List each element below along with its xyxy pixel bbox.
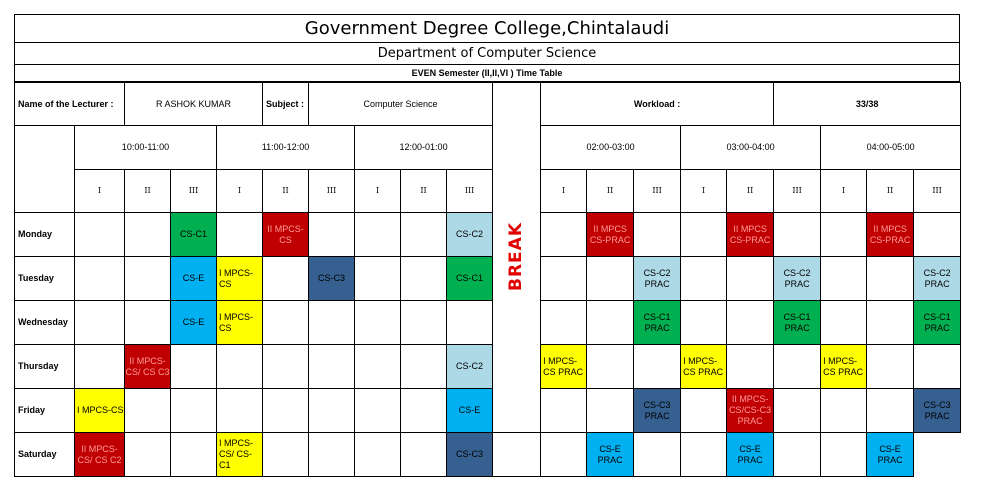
empty-cell (401, 257, 447, 301)
year-header: II (727, 170, 774, 213)
slot-header: 10:00-11:00 (75, 126, 217, 170)
timetable-sheet (14, 14, 960, 477)
class-cell: CS-C2 PRAC (774, 257, 821, 301)
empty-cell (727, 301, 774, 345)
empty-cell (75, 257, 125, 301)
class-cell: CS-C2 PRAC (914, 257, 961, 301)
day-label: Wednesday (15, 301, 75, 345)
class-cell: II MPCS CS-PRAC (587, 213, 634, 257)
class-cell: CS-E PRAC (727, 433, 774, 477)
empty-cell (355, 345, 401, 389)
empty-cell (867, 345, 914, 389)
semester-title: EVEN Semester (II,II,VI ) Time Table (14, 65, 960, 82)
class-cell: I MPCS-CS (217, 257, 263, 301)
slot-header: 04:00-05:00 (821, 126, 961, 170)
class-cell: I MPCS-CS/ CS-C1 (217, 433, 263, 477)
empty-cell (401, 213, 447, 257)
class-cell: II MPCS-CS/CS-C3 PRAC (727, 389, 774, 433)
empty-cell (634, 345, 681, 389)
empty-cell (914, 345, 961, 389)
class-cell: II MPCS-CS (263, 213, 309, 257)
empty-cell (309, 213, 355, 257)
empty-cell (263, 345, 309, 389)
empty-cell (309, 389, 355, 433)
day-row (15, 257, 961, 301)
class-cell: CS-C1 (171, 213, 217, 257)
empty-cell (125, 389, 171, 433)
empty-cell (634, 433, 681, 477)
empty-cell (493, 433, 541, 477)
year-header: III (309, 170, 355, 213)
day-label: Thursday (15, 345, 75, 389)
year-header: III (914, 170, 961, 213)
empty-cell (681, 389, 727, 433)
empty-cell (355, 433, 401, 477)
year-header: I (821, 170, 867, 213)
year-header: II (125, 170, 171, 213)
day-row (15, 389, 961, 433)
empty-cell (681, 301, 727, 345)
class-cell: CS-C1 PRAC (774, 301, 821, 345)
class-cell: CS-C1 PRAC (634, 301, 681, 345)
empty-cell (263, 301, 309, 345)
empty-cell (263, 257, 309, 301)
empty-cell (263, 389, 309, 433)
class-cell: I MPCS-CS PRAC (821, 345, 867, 389)
empty-cell (263, 433, 309, 477)
slot-header: 11:00-12:00 (217, 126, 355, 170)
empty-cell (587, 301, 634, 345)
empty-cell (75, 301, 125, 345)
empty-cell (774, 213, 821, 257)
year-header: I (681, 170, 727, 213)
subject-value: Computer Science (309, 83, 493, 126)
empty-cell (447, 301, 493, 345)
empty-cell (217, 389, 263, 433)
workload-value: 33/38 (774, 83, 961, 126)
class-cell: I MPCS-CS PRAC (681, 345, 727, 389)
empty-cell (171, 433, 217, 477)
empty-cell (821, 433, 867, 477)
slot-header: 02:00-03:00 (541, 126, 681, 170)
department-title: Department of Computer Science (14, 43, 960, 65)
empty-cell (125, 433, 171, 477)
empty-cell (634, 213, 681, 257)
empty-cell (401, 301, 447, 345)
empty-cell (75, 345, 125, 389)
empty-cell (587, 345, 634, 389)
empty-cell (217, 213, 263, 257)
empty-cell (681, 213, 727, 257)
class-cell: I MPCS-CS (75, 389, 125, 433)
class-cell: CS-C2 (447, 345, 493, 389)
empty-cell (125, 213, 171, 257)
day-label: Saturday (15, 433, 75, 477)
empty-cell (821, 301, 867, 345)
class-cell: CS-C2 PRAC (634, 257, 681, 301)
day-row (15, 433, 961, 477)
empty-cell (309, 345, 355, 389)
lecturer-label: Name of the Lecturer : (15, 83, 125, 126)
empty-cell (217, 345, 263, 389)
year-header: III (447, 170, 493, 213)
empty-cell (541, 389, 587, 433)
class-cell: CS-C3 PRAC (914, 389, 961, 433)
empty-cell (867, 301, 914, 345)
class-cell: II MPCS-CS/ CS C2 (75, 433, 125, 477)
empty-cell (541, 433, 587, 477)
break-column (493, 83, 541, 433)
slot-header: 12:00-01:00 (355, 126, 493, 170)
year-header: III (634, 170, 681, 213)
year-row (15, 170, 961, 213)
empty-cell (401, 433, 447, 477)
empty-cell (171, 345, 217, 389)
info-row (15, 83, 961, 126)
empty-cell (541, 301, 587, 345)
empty-cell (867, 389, 914, 433)
empty-cell (309, 301, 355, 345)
empty-cell (774, 345, 821, 389)
class-cell: II MPCS CS-PRAC (867, 213, 914, 257)
college-title: Government Degree College,Chintalaudi (14, 14, 960, 43)
day-label: Monday (15, 213, 75, 257)
empty-cell (125, 301, 171, 345)
class-cell: CS-C1 (447, 257, 493, 301)
empty-cell (727, 345, 774, 389)
class-cell: I MPCS-CS PRAC (541, 345, 587, 389)
year-header: I (217, 170, 263, 213)
class-cell: CS-C2 (447, 213, 493, 257)
year-header: III (774, 170, 821, 213)
class-cell: CS-C1 PRAC (914, 301, 961, 345)
class-cell: CS-E PRAC (587, 433, 634, 477)
empty-cell (821, 389, 867, 433)
empty-cell (587, 389, 634, 433)
day-row (15, 301, 961, 345)
empty-cell (681, 433, 727, 477)
empty-cell (309, 433, 355, 477)
empty-cell (355, 257, 401, 301)
empty-cell (355, 389, 401, 433)
year-header: I (355, 170, 401, 213)
year-header: II (867, 170, 914, 213)
slot-row (15, 126, 961, 170)
day-row (15, 345, 961, 389)
corner-cell (15, 126, 75, 213)
empty-cell (541, 257, 587, 301)
workload-label: Workload : (541, 83, 774, 126)
break-label: BREAK (506, 221, 527, 291)
class-cell: I MPCS-CS (217, 301, 263, 345)
empty-cell (355, 213, 401, 257)
class-cell: II MPCS CS-PRAC (727, 213, 774, 257)
empty-cell (867, 257, 914, 301)
day-label: Friday (15, 389, 75, 433)
empty-cell (355, 301, 401, 345)
class-cell: CS-C3 PRAC (634, 389, 681, 433)
class-cell: CS-E (171, 301, 217, 345)
empty-cell (681, 257, 727, 301)
class-cell: CS-C3 (447, 433, 493, 477)
class-cell: CS-E (447, 389, 493, 433)
year-header: III (171, 170, 217, 213)
empty-cell (171, 389, 217, 433)
empty-cell (401, 389, 447, 433)
class-cell: CS-E (171, 257, 217, 301)
empty-cell (587, 257, 634, 301)
day-label: Tuesday (15, 257, 75, 301)
slot-header: 03:00-04:00 (681, 126, 821, 170)
class-cell: CS-C3 (309, 257, 355, 301)
year-header: I (541, 170, 587, 213)
timetable-grid (14, 82, 961, 477)
lecturer-name: R ASHOK KUMAR (125, 83, 263, 126)
empty-cell (774, 389, 821, 433)
empty-cell (774, 433, 821, 477)
empty-cell (125, 257, 171, 301)
empty-cell (914, 213, 961, 257)
empty-cell (727, 257, 774, 301)
empty-cell (821, 213, 867, 257)
class-cell: II MPCS-CS/ CS C3 (125, 345, 171, 389)
year-header: I (75, 170, 125, 213)
empty-cell (821, 257, 867, 301)
empty-cell (401, 345, 447, 389)
empty-cell (541, 213, 587, 257)
year-header: II (263, 170, 309, 213)
class-cell: CS-E PRAC (867, 433, 914, 477)
year-header: II (401, 170, 447, 213)
subject-label: Subject : (263, 83, 309, 126)
empty-cell (75, 213, 125, 257)
year-header: II (587, 170, 634, 213)
day-row (15, 213, 961, 257)
